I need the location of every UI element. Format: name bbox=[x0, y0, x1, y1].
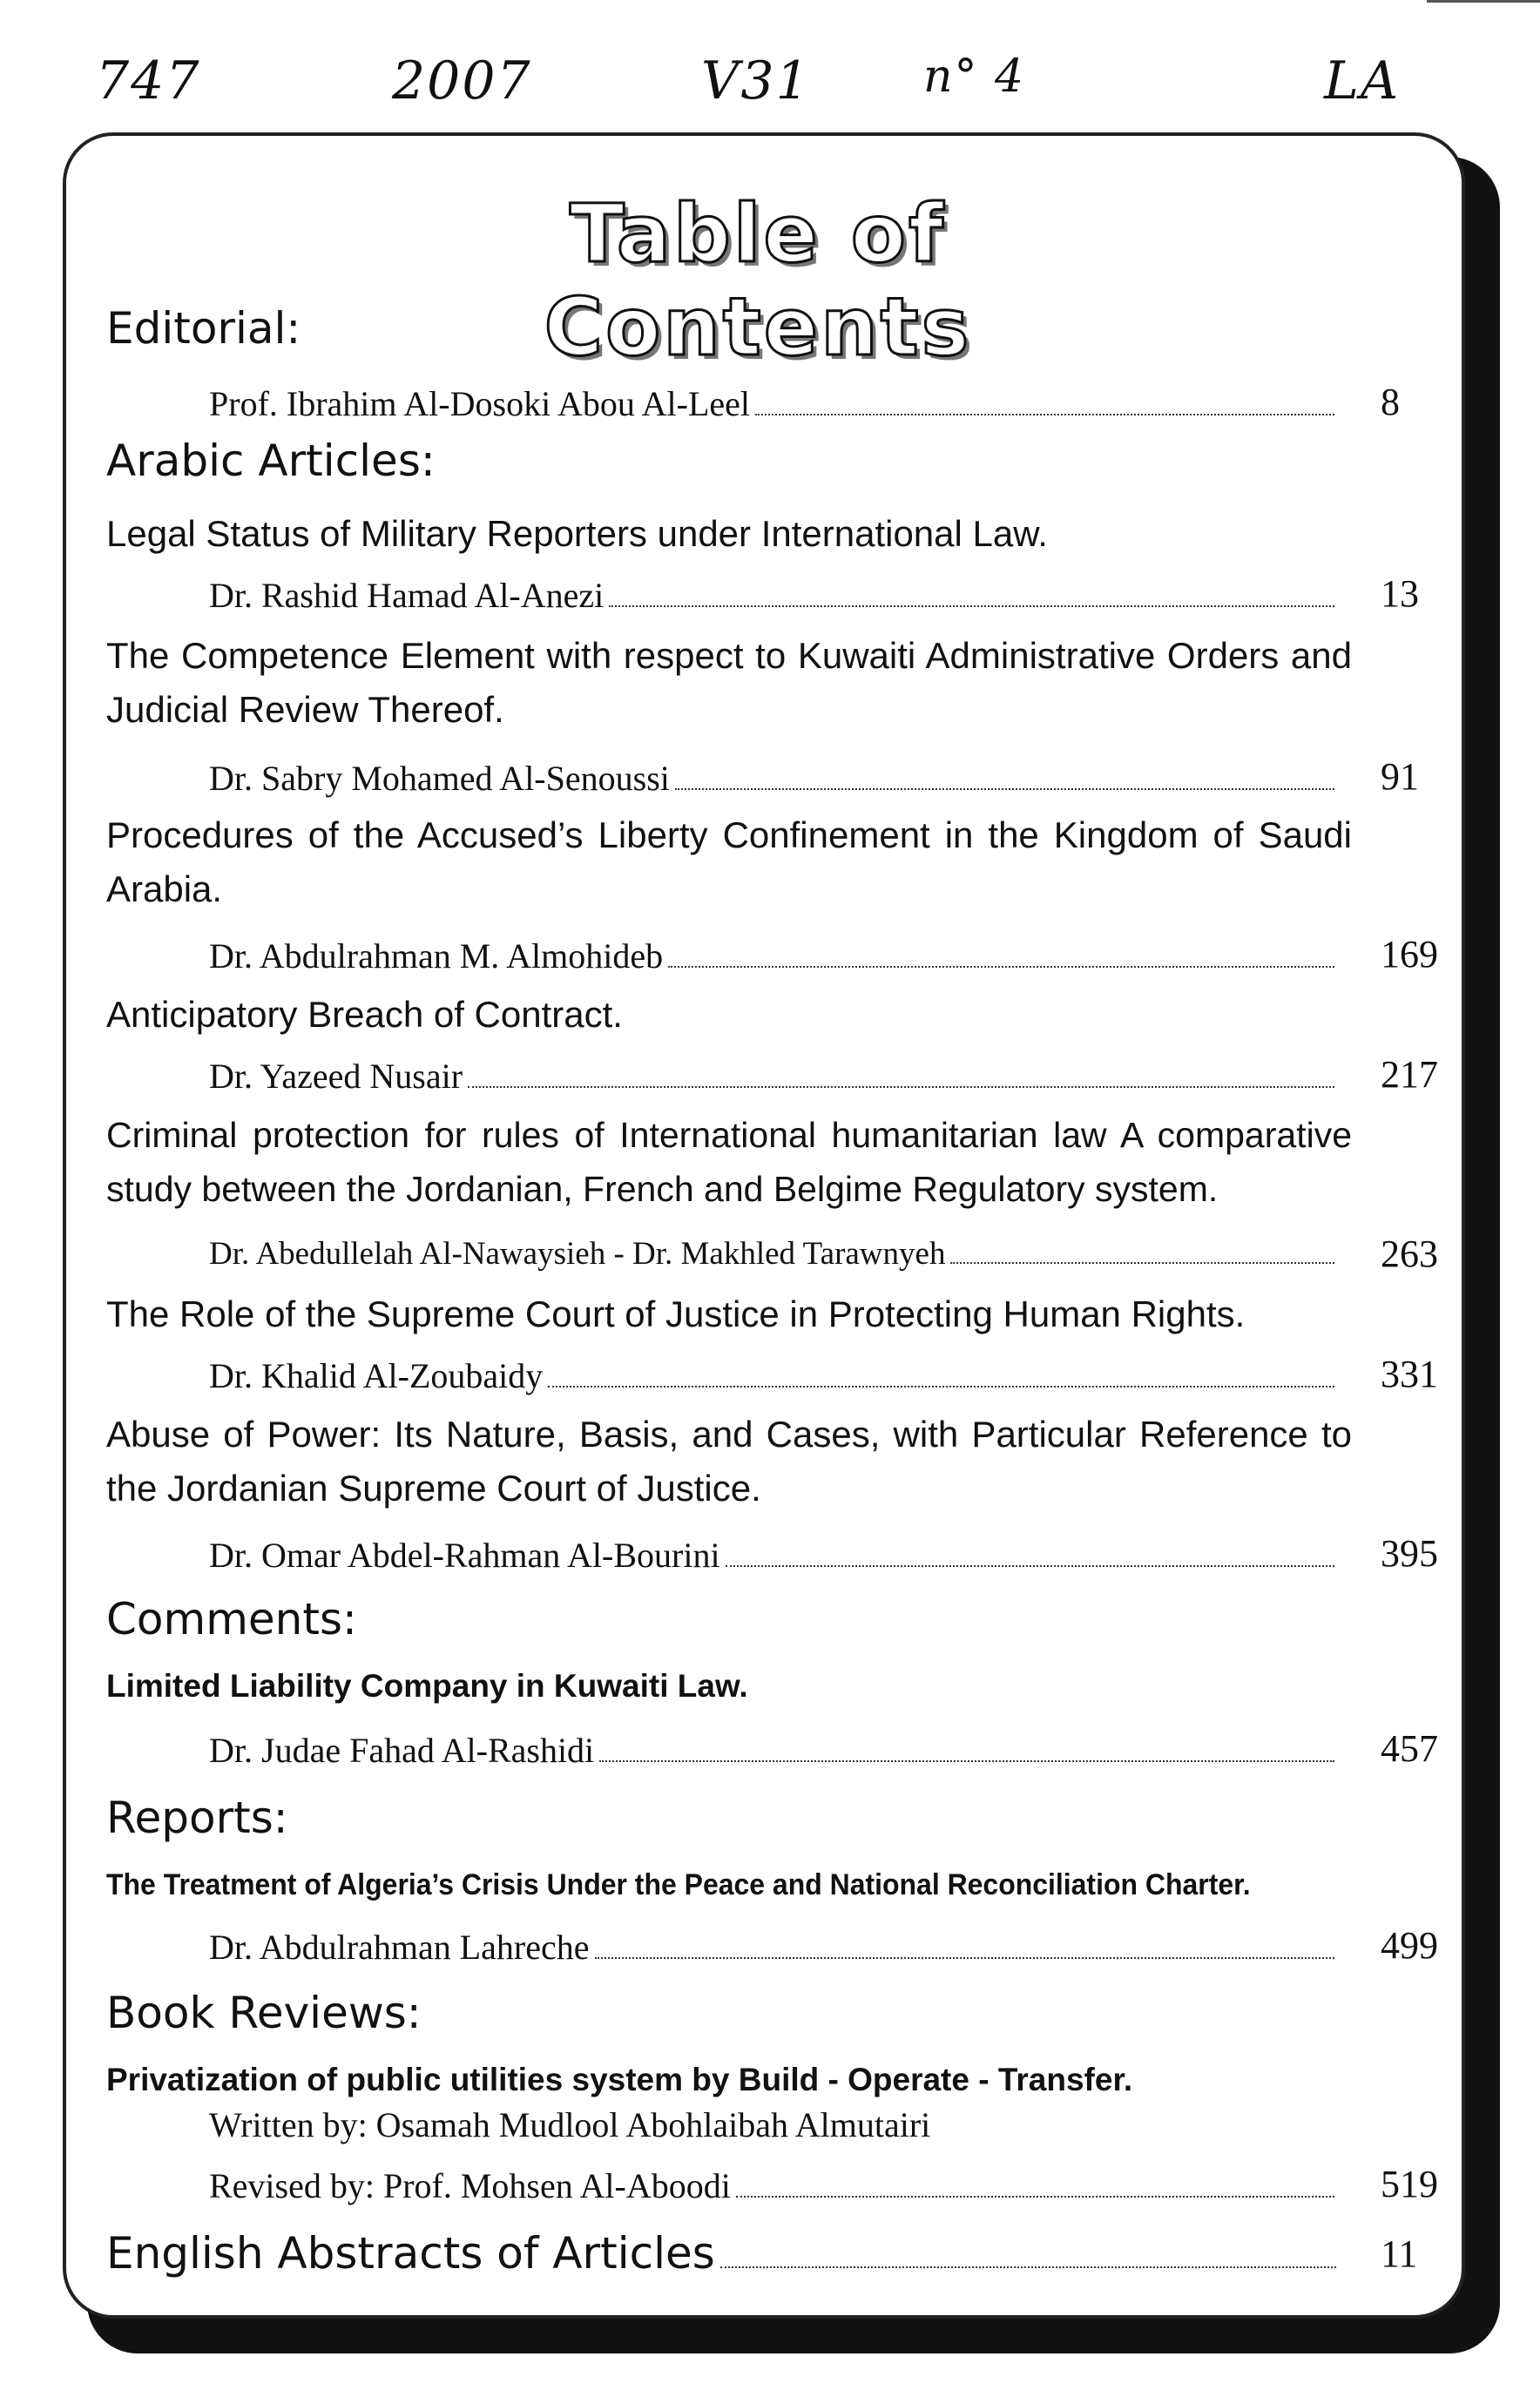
article-page-2: 91 bbox=[1381, 755, 1419, 798]
article-author-6: Dr. Khalid Al-Zoubaidy bbox=[209, 1356, 544, 1395]
article-title-4: Anticipatory Breach of Contract. bbox=[106, 994, 623, 1035]
book-review-revised-by: Revised by: Prof. Mohsen Al-Aboodi bbox=[209, 2166, 731, 2205]
dot-leader bbox=[609, 605, 1334, 607]
article-page-1: 13 bbox=[1381, 572, 1419, 615]
dot-leader bbox=[595, 1957, 1334, 1959]
editorial-author-row bbox=[209, 383, 1341, 424]
page-title: Table of Contents bbox=[544, 187, 972, 374]
article-author-1: Dr. Rashid Hamad Al-Anezi bbox=[209, 576, 605, 615]
top-edge-line bbox=[1427, 0, 1540, 3]
report-title: The Treatment of Algeria’s Crisis Under the Peace and National Reconciliation Charter. bbox=[106, 1868, 1251, 1901]
comment-author-row bbox=[209, 1730, 1341, 1771]
article-page-3: 169 bbox=[1381, 933, 1438, 976]
article-page-7: 395 bbox=[1381, 1532, 1438, 1575]
dot-leader bbox=[720, 2266, 1336, 2268]
article-author-row-3 bbox=[209, 935, 1341, 976]
article-author-2: Dr. Sabry Mohamed Al-Senoussi bbox=[209, 759, 670, 798]
english-abstracts-row bbox=[106, 2228, 1343, 2279]
report-author-row bbox=[209, 1927, 1341, 1968]
article-author-row-6 bbox=[209, 1355, 1341, 1396]
english-abstracts-label: English Abstracts of Articles bbox=[106, 2228, 715, 2279]
editorial-author: Prof. Ibrahim Al-Dosoki Abou Al-Leel bbox=[209, 384, 751, 423]
article-author-row-2 bbox=[209, 758, 1341, 799]
article-author-5: Dr. Abedullelah Al-Nawaysieh - Dr. Makhled Tarawnyeh bbox=[209, 1236, 946, 1272]
book-review-revised-row bbox=[209, 2165, 1341, 2206]
article-title-7: Abuse of Power: Its Nature, Basis, and Cases, with Particular Reference to the Jordanian Supreme Court of Justice. bbox=[106, 1414, 1352, 1509]
dot-leader bbox=[668, 966, 1334, 968]
report-page: 499 bbox=[1381, 1924, 1438, 1967]
section-book-reviews: Book Reviews: bbox=[106, 1988, 422, 2038]
dot-leader bbox=[736, 2196, 1334, 2198]
dot-leader bbox=[468, 1086, 1334, 1088]
section-reports: Reports: bbox=[106, 1793, 288, 1843]
article-page-5: 263 bbox=[1381, 1232, 1438, 1275]
handwritten-initials: LA bbox=[1324, 51, 1401, 111]
report-author: Dr. Abdulrahman Lahreche bbox=[209, 1928, 590, 1967]
comment-title: Limited Liability Company in Kuwaiti Law. bbox=[106, 1668, 748, 1704]
comment-author: Dr. Judae Fahad Al-Rashidi bbox=[209, 1731, 595, 1770]
article-title-3: Procedures of the Accused’s Liberty Confinement in the Kingdom of Saudi Arabia. bbox=[106, 814, 1352, 909]
dot-leader bbox=[548, 1386, 1334, 1388]
book-review-written-by: Written by: Osamah Mudlool Abohlaibah Almutairi bbox=[209, 2105, 931, 2144]
dot-leader bbox=[675, 788, 1334, 790]
dot-leader bbox=[599, 1760, 1334, 1762]
article-title-5: Criminal protection for rules of International humanitarian law A comparative study between the Jordanian, French and Belgime Regulatory system. bbox=[106, 1115, 1352, 1209]
handwritten-volume: V31 bbox=[701, 51, 811, 111]
section-comments: Comments: bbox=[106, 1594, 357, 1644]
book-review-title: Privatization of public utilities system by Build - Operate - Transfer. bbox=[106, 2062, 1133, 2097]
article-author-row-1 bbox=[209, 575, 1341, 616]
dot-leader bbox=[726, 1565, 1334, 1567]
handwritten-number: n° 4 bbox=[923, 51, 1026, 103]
article-title-1: Legal Status of Military Reporters under International Law. bbox=[106, 513, 1048, 554]
article-page-6: 331 bbox=[1381, 1353, 1438, 1395]
article-title-6: The Role of the Supreme Court of Justice in Protecting Human Rights. bbox=[106, 1293, 1246, 1334]
article-author-7: Dr. Omar Abdel-Rahman Al-Bourini bbox=[209, 1536, 720, 1575]
editorial-page: 8 bbox=[1381, 381, 1400, 423]
article-author-4: Dr. Yazeed Nusair bbox=[209, 1057, 463, 1096]
article-author-row-5 bbox=[209, 1235, 1341, 1273]
section-arabic-articles: Arabic Articles: bbox=[106, 436, 436, 486]
handwritten-year: 2007 bbox=[392, 51, 532, 111]
english-abstracts-page: 11 bbox=[1381, 2232, 1418, 2275]
handwritten-code: 747 bbox=[96, 51, 201, 111]
article-title-2: The Competence Element with respect to Kuwaiti Administrative Orders and Judicial Review Thereof. bbox=[106, 635, 1352, 730]
dot-leader bbox=[755, 414, 1334, 415]
article-page-4: 217 bbox=[1381, 1053, 1438, 1096]
article-author-row-4 bbox=[209, 1056, 1341, 1097]
dot-leader bbox=[950, 1262, 1334, 1264]
comment-page: 457 bbox=[1381, 1727, 1438, 1770]
section-editorial: Editorial: bbox=[106, 303, 301, 354]
article-author-row-7 bbox=[209, 1535, 1341, 1576]
article-author-3: Dr. Abdulrahman M. Almohideb bbox=[209, 936, 664, 976]
book-review-page: 519 bbox=[1381, 2163, 1438, 2205]
